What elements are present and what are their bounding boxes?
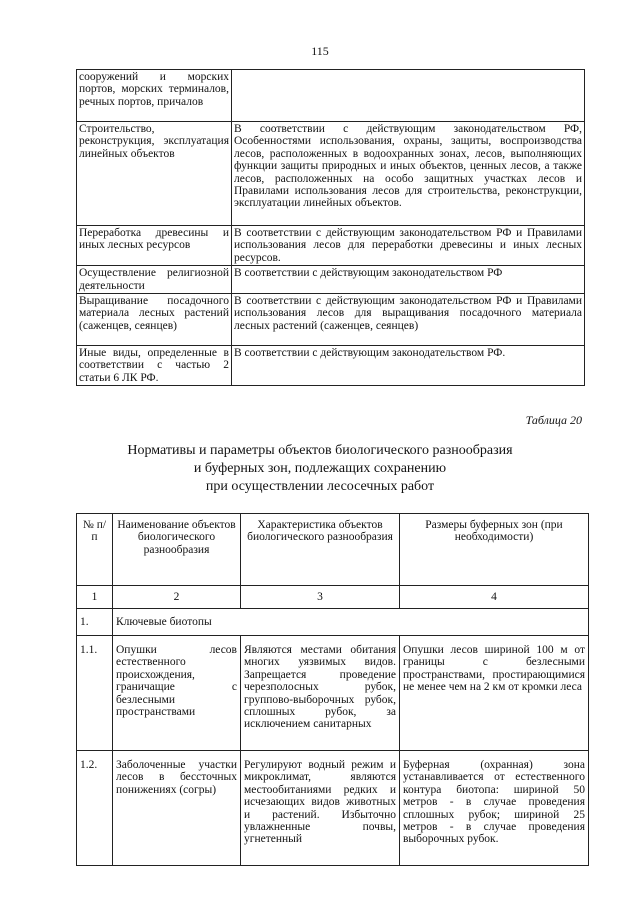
title-line: при осуществлении лесосечных работ xyxy=(205,479,435,494)
table-row xyxy=(77,294,585,346)
column-number: 1 xyxy=(77,586,113,609)
column-number: 4 xyxy=(400,586,589,609)
column-number: 2 xyxy=(113,586,241,609)
regime-cell xyxy=(232,70,585,122)
table-row xyxy=(77,226,585,266)
table-row xyxy=(77,266,585,294)
table-label: Таблица 20 xyxy=(525,413,582,427)
object-name-cell: Заболоченные участки лесов в бессточных понижениях (согры) xyxy=(113,751,241,866)
table-row xyxy=(77,70,585,122)
page-number: 115 xyxy=(311,44,329,58)
table-row xyxy=(77,636,589,751)
row-number: 1.1. xyxy=(77,636,113,751)
column-number: 3 xyxy=(241,586,400,609)
section-row xyxy=(77,609,589,636)
regime-cell: В соответствии с действующим законодательством РФ xyxy=(232,266,585,294)
header-cell: Наименование объектов биологического разнообразия xyxy=(113,514,241,586)
activity-cell: Выращивание посадочного материала лесных растений (саженцев, сеянцев) xyxy=(77,294,232,346)
section-number: 1. xyxy=(77,609,113,636)
regime-cell: В соответствии с действующим законодательством РФ. xyxy=(232,346,585,386)
section-title: Ключевые биотопы xyxy=(113,609,589,636)
title-line: Нормативы и параметры объектов биологического разнообразия xyxy=(127,443,513,458)
header-row xyxy=(77,514,589,586)
activity-cell: Иные виды, определенные в соответствии с частью 2 статьи 6 ЛК РФ. xyxy=(77,346,232,386)
regime-cell: В соответствии с действующим законодательством РФ, Особенностями использования, охраны, защиты, воспроизводства лесов, расположенных в водоохранных зонах, лесов, выполняющих функции защиты природных и иных объектов, ценных лесов, а также лесов, расположенных на особо защитных участках лесов и Правилами использования лесов для строительства, реконструкции, эксплуатации линейных объектов. xyxy=(232,122,585,226)
buffer-zone-cell: Опушки лесов шириной 100 м от границы с безлесными пространствами, простирающимися не менее чем на 2 км от кромки леса xyxy=(400,636,589,751)
row-number: 1.2. xyxy=(77,751,113,866)
activity-cell: Переработка древесины и иных лесных ресурсов xyxy=(77,226,232,266)
header-cell: № п/п xyxy=(77,514,113,586)
biodiversity-table xyxy=(76,513,589,866)
table-row xyxy=(77,751,589,866)
forest-use-table xyxy=(76,69,585,386)
header-cell: Характеристика объектов биологического разнообразия xyxy=(241,514,400,586)
object-name-cell: Опушки лесов естественного происхождения, граничащие с безлесными пространствами xyxy=(113,636,241,751)
table-row xyxy=(77,122,585,226)
activity-cell: Строительство, реконструкция, эксплуатация линейных объектов xyxy=(77,122,232,226)
activity-cell: сооружений и морских портов, морских терминалов, речных портов, причалов xyxy=(77,70,232,122)
characteristic-cell: Регулируют водный режим и микроклимат, являются местообитаниями редких и исчезающих видов животных и растений. Избыточно увлажненные почвы, угнетенный xyxy=(241,751,400,866)
buffer-zone-cell: Буферная (охранная) зона устанавливается от естественного контура биотопа: шириной 50 метров - в случае проведения сплошных рубок; шириной 25 метров - в случае проведения выборочных рубок. xyxy=(400,751,589,866)
regime-cell: В соответствии с действующим законодательством РФ и Правилами использования лесов для переработки древесины и иных лесных ресурсов. xyxy=(232,226,585,266)
characteristic-cell: Являются местами обитания многих уязвимых видов. Запрещается проведение черезполосных рубок, группово-выборочных рубок, сплошных рубок, за исключением санитарных xyxy=(241,636,400,751)
table-title xyxy=(0,442,640,496)
regime-cell: В соответствии с действующим законодательством РФ и Правилами использования лесов для выращивания посадочного материала лесных растений (саженцев, сеянцев) xyxy=(232,294,585,346)
table-row xyxy=(77,346,585,386)
header-cell: Размеры буферных зон (при необходимости) xyxy=(400,514,589,586)
title-line: и буферных зон, подлежащих сохранению xyxy=(193,461,447,476)
activity-cell: Осуществление религиозной деятельности xyxy=(77,266,232,294)
column-number-row xyxy=(77,586,589,609)
